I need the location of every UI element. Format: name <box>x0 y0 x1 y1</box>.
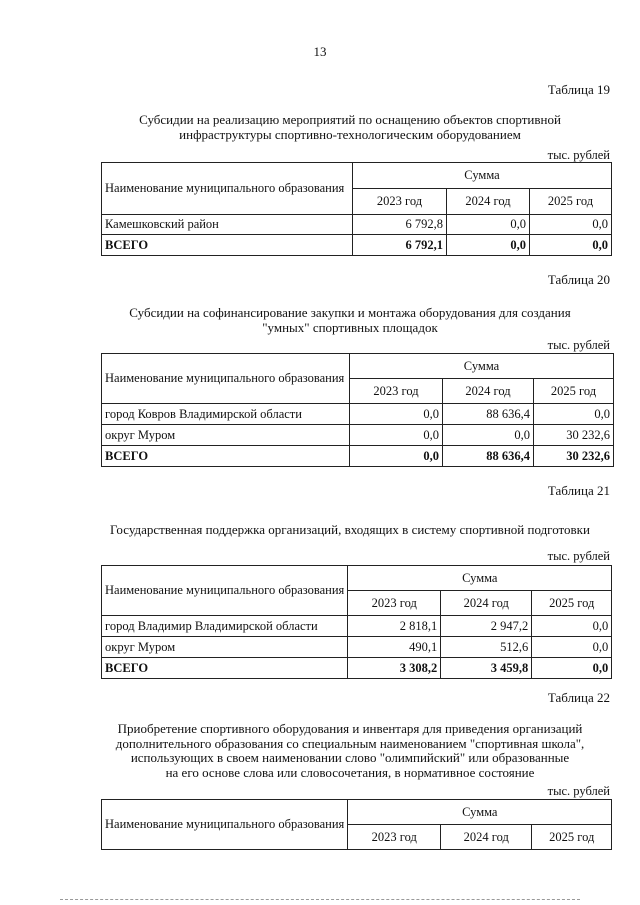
total-value: 0,0 <box>447 235 530 256</box>
row-name: округ Муром <box>102 425 350 446</box>
total-label: ВСЕГО <box>102 235 353 256</box>
table-row <box>102 404 614 425</box>
total-value: 0,0 <box>532 658 612 679</box>
header-year: 2024 год <box>447 189 530 215</box>
title-line: использующих в своем наименовании слово "олимпийский" или образованные <box>130 750 570 765</box>
header-year: 2024 год <box>441 825 532 850</box>
total-value: 6 792,1 <box>353 235 447 256</box>
row-value: 0,0 <box>443 425 534 446</box>
row-name: Камешковский район <box>102 215 353 235</box>
header-sum: Сумма <box>348 566 612 591</box>
table-22-title <box>80 722 620 780</box>
table-21 <box>101 565 612 679</box>
header-year: 2025 год <box>530 189 612 215</box>
title-line: Субсидии на софинансирование закупки и монтажа оборудования для создания <box>129 305 571 320</box>
title-line: Приобретение спортивного оборудования и инвентаря для приведения организаций <box>117 721 583 736</box>
header-year: 2023 год <box>350 379 443 404</box>
row-value: 0,0 <box>447 215 530 235</box>
total-row <box>102 658 612 679</box>
table-row <box>102 425 614 446</box>
header-year: 2023 год <box>348 591 441 616</box>
page-bottom-edge <box>60 899 580 900</box>
table-20-label: Таблица 20 <box>547 272 610 287</box>
total-row <box>102 235 612 256</box>
title-line: инфраструктуры спортивно-технологическим оборудованием <box>179 127 521 142</box>
header-name: Наименование муниципального образования <box>102 566 348 616</box>
row-value: 2 947,2 <box>441 616 532 637</box>
row-value: 0,0 <box>350 404 443 425</box>
header-year: 2024 год <box>441 591 532 616</box>
header-year: 2025 год <box>534 379 614 404</box>
title-line: дополнительного образования со специальным наименованием "спортивная школа", <box>115 735 585 751</box>
table-22-unit: тыс. рублей <box>547 784 610 798</box>
row-name: округ Муром <box>102 637 348 658</box>
total-row <box>102 446 614 467</box>
header-sum: Сумма <box>350 354 614 379</box>
row-value: 0,0 <box>350 425 443 446</box>
total-label: ВСЕГО <box>102 658 348 679</box>
header-sum: Сумма <box>348 800 612 825</box>
row-value: 0,0 <box>530 215 612 235</box>
table-21-label: Таблица 21 <box>547 483 610 498</box>
header-year: 2024 год <box>443 379 534 404</box>
header-year: 2023 год <box>353 189 447 215</box>
row-name: город Ковров Владимирской области <box>102 404 350 425</box>
header-year: 2025 год <box>532 591 612 616</box>
total-label: ВСЕГО <box>102 446 350 467</box>
table-row <box>102 616 612 637</box>
row-value: 2 818,1 <box>348 616 441 637</box>
table-19 <box>101 162 612 256</box>
title-line: на его основе слова или словосочетания, в нормативное состояние <box>165 764 535 780</box>
total-value: 3 459,8 <box>441 658 532 679</box>
row-value: 0,0 <box>534 404 614 425</box>
row-name: город Владимир Владимирской области <box>102 616 348 637</box>
title-line: "умных" спортивных площадок <box>262 320 438 335</box>
header-name: Наименование муниципального образования <box>102 354 350 404</box>
table-21-title <box>100 522 600 537</box>
row-value: 512,6 <box>441 637 532 658</box>
table-row <box>102 215 612 235</box>
total-value: 0,0 <box>530 235 612 256</box>
table-20 <box>101 353 614 467</box>
table-19-label: Таблица 19 <box>547 82 610 97</box>
table-19-unit: тыс. рублей <box>547 148 610 162</box>
table-22 <box>101 799 612 850</box>
row-value: 0,0 <box>532 637 612 658</box>
row-value: 88 636,4 <box>443 404 534 425</box>
table-20-unit: тыс. рублей <box>547 338 610 352</box>
table-22-label: Таблица 22 <box>547 690 610 705</box>
total-value: 30 232,6 <box>534 446 614 467</box>
row-value: 30 232,6 <box>534 425 614 446</box>
header-year: 2025 год <box>532 825 612 850</box>
header-year: 2023 год <box>348 825 441 850</box>
total-value: 88 636,4 <box>443 446 534 467</box>
table-21-unit: тыс. рублей <box>547 549 610 563</box>
title-line: Государственная поддержка организаций, входящих в систему спортивной подготовки <box>110 522 590 537</box>
row-value: 490,1 <box>348 637 441 658</box>
table-20-title <box>80 305 620 335</box>
row-value: 6 792,8 <box>353 215 447 235</box>
header-sum: Сумма <box>353 163 612 189</box>
total-value: 0,0 <box>350 446 443 467</box>
total-value: 3 308,2 <box>348 658 441 679</box>
row-value: 0,0 <box>532 616 612 637</box>
table-19-title <box>80 112 620 142</box>
table-row <box>102 637 612 658</box>
header-name: Наименование муниципального образования <box>102 800 348 850</box>
page-number: 13 <box>313 44 327 59</box>
title-line: Субсидии на реализацию мероприятий по оснащению объектов спортивной <box>139 112 561 127</box>
header-name: Наименование муниципального образования <box>102 163 353 215</box>
